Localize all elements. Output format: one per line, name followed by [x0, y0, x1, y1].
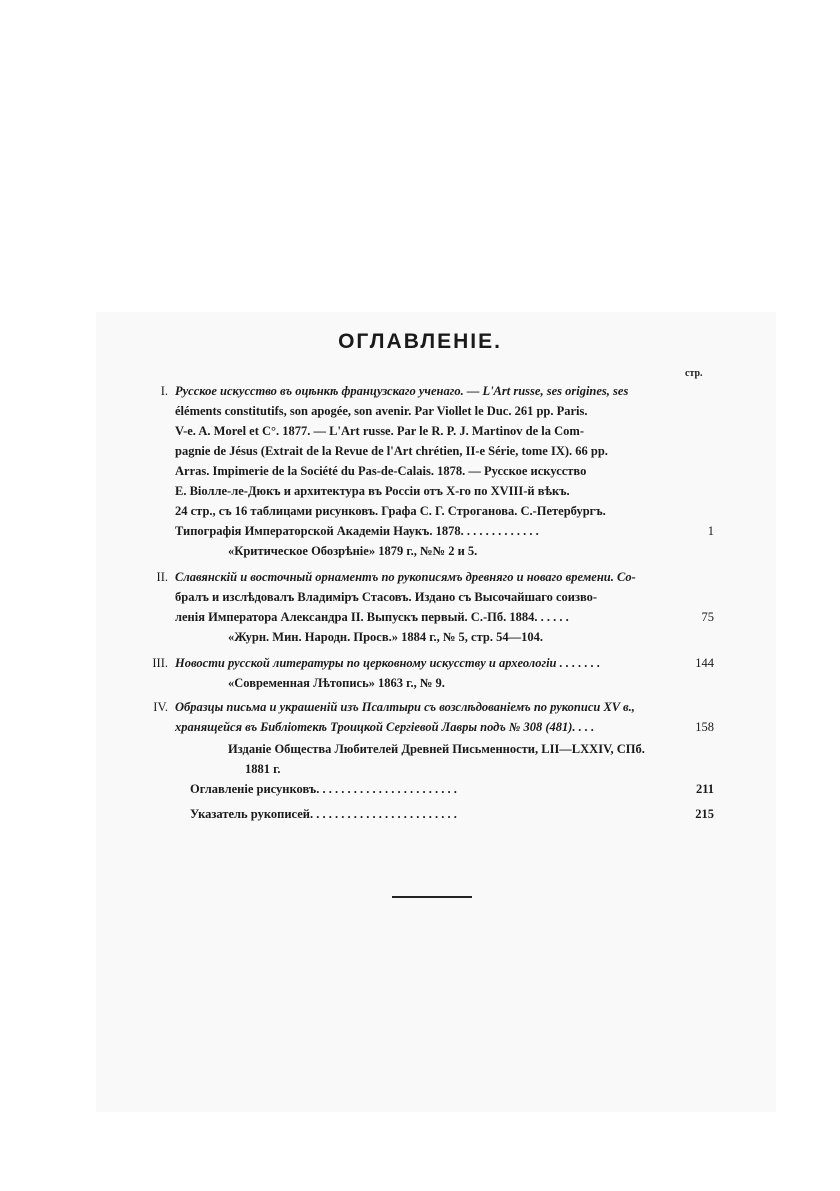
toc-text: бралъ и изслѣдовалъ Владиміръ Стасовъ. Издано съ Высочайшаго соизво- — [175, 590, 598, 604]
toc-entry-4-page: 158 — [695, 720, 714, 734]
toc-source: «Журн. Мин. Народн. Просв.» 1884 г., № 5, стр. 54—104. — [228, 630, 543, 644]
toc-extra-page: 215 — [695, 807, 714, 821]
toc-entry-1-page: 1 — [707, 524, 714, 538]
toc-source: «Критическое Обозрѣніе» 1879 г., №№ 2 и 5. — [228, 544, 478, 558]
toc-entry-3-numeral: III. — [152, 656, 168, 670]
toc-entry-2-title: Славянскій и восточный орнаментъ по рукописямъ древняго и новаго времени. Со- — [175, 570, 636, 584]
toc-entry-4-title: Образцы письма и украшеній изъ Псалтыри съ возслѣдованіемъ по рукописи XV в., — [175, 700, 635, 714]
toc-extra-label: Указатель рукописей. . . . . . . . . . . . . . . . . . . . . . . . — [190, 807, 457, 821]
toc-source: «Современная Лѣтопись» 1863 г., № 9. — [228, 676, 445, 690]
toc-entry-2-numeral: II. — [156, 570, 168, 584]
toc-source: Изданіе Общества Любителей Древней Письменности, LII—LXXIV, СПб. — [228, 742, 645, 756]
toc-text: Arras. Impimerie de la Société du Pas-de-Calais. 1878. — Русское искусство — [175, 464, 587, 478]
toc-source: 1881 г. — [245, 762, 281, 776]
decorative-rule — [392, 896, 472, 898]
toc-entry-4-numeral: IV. — [153, 700, 168, 714]
toc-entry-1-title: Русское искусство въ оцѣнкѣ французскаго ученаго. — L'Art russe, ses origines, ses — [175, 384, 629, 398]
toc-entry-2-page: 75 — [701, 610, 714, 624]
toc-text: Е. Віолле-ле-Дюкъ и архитектура въ Россіи отъ X-го по XVIII-й вѣкъ. — [175, 484, 570, 498]
toc-text: pagnie de Jésus (Extrait de la Revue de l'Art chrétien, II-e Série, tome IX). 66 pp. — [175, 444, 608, 458]
toc-text: 24 стр., съ 16 таблицами рисунковъ. Графа С. Г. Строганова. С.-Петербургъ. — [175, 504, 606, 518]
toc-extra-label: Оглавленіе рисунковъ. . . . . . . . . . . . . . . . . . . . . . . — [190, 782, 457, 796]
toc-extra-page: 211 — [695, 782, 714, 796]
toc-entry-3-page: 144 — [695, 656, 714, 670]
page-title: ОГЛАВЛЕНІЕ. — [338, 330, 502, 353]
toc-text: Типографія Императорской Академіи Наукъ. 1878. . . . . . . . . . . . . — [175, 524, 539, 538]
page-column-header: стр. — [685, 368, 703, 379]
toc-text: хранящейся въ Библіотекѣ Троицкой Сергіевой Лавры подъ № 308 (481). . . . — [175, 720, 595, 734]
toc-text: V-e. A. Morel et C°. 1877. — L'Art russe. Par le R. P. J. Martinov de la Com- — [175, 424, 584, 438]
toc-text: ленія Императора Александра II. Выпускъ первый. С.-Пб. 1884. . . . . . — [175, 610, 569, 624]
toc-text: éléments constitutifs, son apogée, son avenir. Par Viollet le Duc. 261 pp. Paris. — [175, 404, 588, 418]
toc-entry-3-title: Новости русской литературы по церковному искусству и археологіи . . . . . . . — [175, 656, 601, 670]
toc-entry-1-numeral: I. — [160, 384, 168, 398]
